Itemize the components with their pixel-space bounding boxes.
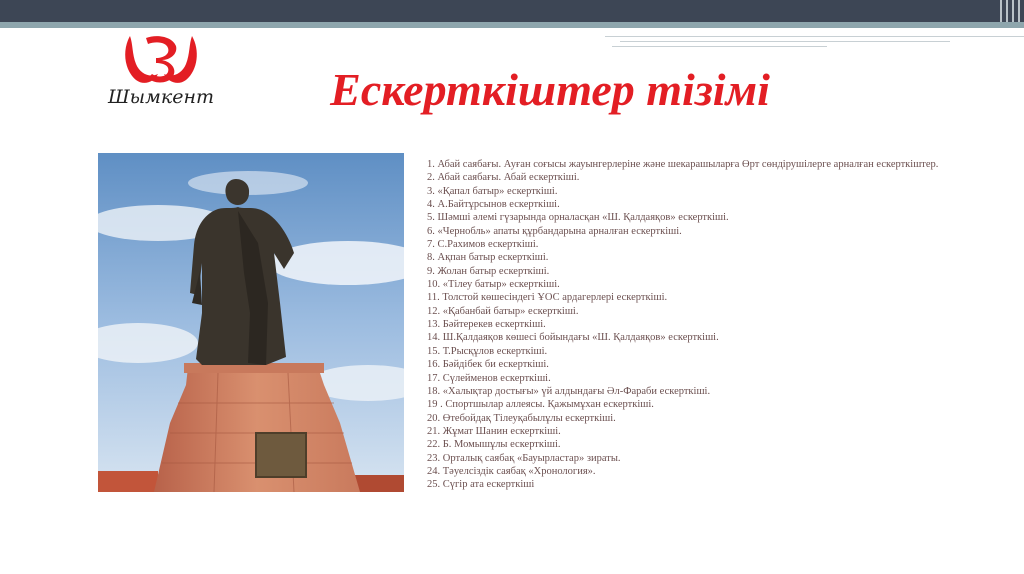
list-item: 20. Өтебойдақ Тілеуқабылұлы ескерткіші. — [427, 412, 616, 424]
list-item: 17. Сүлейменов ескерткіші. — [427, 372, 551, 384]
list-item: 12. «Қабанбай батыр» ескерткіші. — [427, 305, 579, 317]
list-item: 5. Шәмші әлемі гүзарында орналасқан «Ш. Қалдаяқов» ескерткіші. — [427, 212, 729, 224]
list-item: 6. «Чернобль» апаты құрбандарына арналған ескерткіші. — [427, 225, 682, 237]
list-item: 15. Т.Рысқұлов ескерткіші. — [427, 345, 548, 357]
list-item: 14. Ш.Қалдаяқов көшесі бойындағы «Ш. Қалдаяқов» ескерткіші. — [427, 332, 719, 344]
list-item: 10. «Тілеу батыр» ескерткіші. — [427, 279, 560, 291]
list-item: 19 . Спортшылар аллеясы. Қажымұхан ескерткіші. — [427, 399, 654, 411]
list-item: 18. «Халықтар достығы» үй алдындағы Әл-Фараби ескерткіші. — [427, 385, 711, 397]
list-item: 13. Бәйтерекев ескерткіші. — [427, 319, 546, 331]
divider-line — [620, 41, 950, 42]
monument-list — [427, 158, 1017, 492]
list-item: 23. Орталық саябақ «Бауырластар» зираты. — [427, 452, 621, 464]
list-item: 1. Абай саябағы. Ауған соғысы жауынгерлеріне және шекарашыларға Өрт сөндірушілерге арналған ескерткіштер. — [427, 159, 939, 170]
slide-title: Ескерткіштер тізімі — [330, 64, 770, 115]
list-item: 2. Абай саябағы. Абай ескерткіші. — [427, 172, 580, 184]
list-item: 22. Б. Момышұлы ескерткіші. — [427, 439, 561, 451]
logo-mark-icon — [106, 30, 216, 90]
list-item: 4. А.Байтұрсынов ескерткіші. — [427, 199, 560, 211]
list-item: 7. С.Рахимов ескерткіші. — [427, 239, 539, 251]
list-item: 16. Бәйдібек би ескерткіші. — [427, 359, 549, 371]
right-decoration — [994, 0, 1024, 22]
list-item: 21. Жұмат Шанин ескерткіші. — [427, 425, 561, 437]
divider-line — [605, 36, 1024, 37]
list-item: 24. Тәуелсіздік саябақ «Хронология». — [427, 465, 596, 477]
city-logo — [106, 30, 216, 120]
monument-photo — [98, 153, 404, 492]
logo-text: Шымкент — [107, 86, 215, 108]
list-item: 8. Ақпан батыр ескерткіші. — [427, 252, 549, 264]
list-item: 9. Жолан батыр ескерткіші. — [427, 265, 550, 277]
list-item: 11. Толстой көшесіндегі ҰОС ардагерлері ескерткіші. — [427, 292, 668, 304]
list-item: 3. «Қапал батыр» ескерткіші. — [427, 185, 558, 197]
statue-icon — [98, 153, 404, 492]
divider-line — [612, 46, 827, 47]
top-bar — [0, 0, 1024, 22]
top-bar-accent — [0, 22, 1024, 28]
list-item: 25. Сүгір ата ескерткіші — [427, 479, 535, 491]
